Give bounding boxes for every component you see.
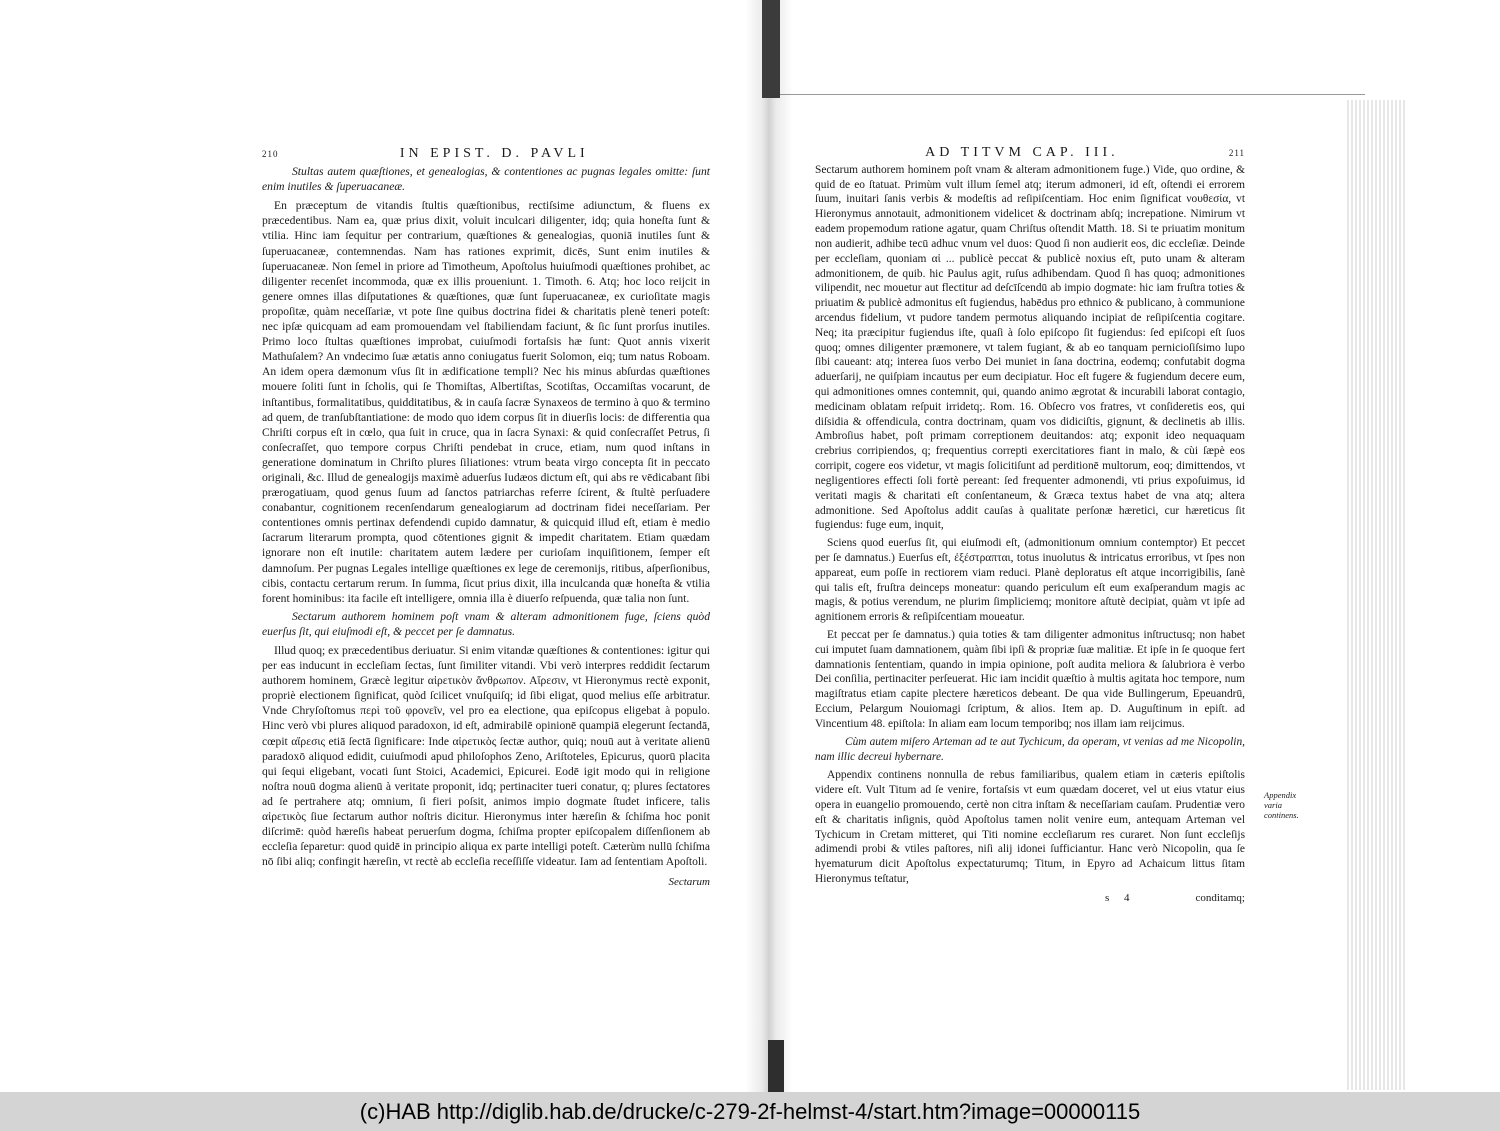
right-running-head	[815, 146, 1245, 161]
right-commentary-1: Sectarum authorem hominem poſt vnam & alteram admonitionem fuge.) Vide, quo ordine, & quid de eo ſtatuat. Primùm vult illum ſemel atq; iterum admoneri, id eſt, oſtendi ei errorem ſuum, inuitari ſanis verbis & modeſtis ad reſipiſcentiam. Hoc enim ſignificat νουθεσία, vt Hieronymus annotauit, admonitionem videlicet & doctrinam abſq; increpatione. Nimirum vt eadem propemodum ratione agatur, quam Chriſtus oſtendit Matth. 18. Si te priuatim monitum non audierit, adhibe tecū adhuc vnum vel duos: Quod ſi non audierit eos, dic eccleſiæ. Deinde per eccleſiam, quoniam αἱ ... publicè peccat & publicè noxius eſt, puto unam & alteram admonitionem, de quib. hic Paulus agit, ruſus adhibendam. Quod ſi has quoq; admonitiones vilipendit, nec mouetur aut flectitur ad deſcīſcendū ab impio dogmate: hic iam fruſtra toties & priuatim & publicè admonitus eſt fugiendus, habēdus pro ethnico & publicano, à communione arcendus fidelium, vt pudore tandem permotus aliquando incipiat de reſipiſcentia cogitare. Neq; ita præcipitur fugiendus iſte, quaſi à ſolo epiſcopo ſit fugiendus: ſed epiſcopi eſt ſuos quoq; omnes diligenter præmonere, vt talem fugiant, & ab eo tanquam pernicioſiſsimo lupo ſibi caueant: atq; interea ſuos verbo Dei muniet in ſana doctrina, eodemq; confutabit dogma aduerſarij, ne quiſpiam incautus per eum decipiatur. Hoc eſt fugere & fugiendum decere eum, qui admonitiones omnes contemnit, qui, quando animo ægrotat & incurabili laborat contagio, medicinam oblatam reſpuit irridetq;. Rom. 16. Obſecro vos fratres, vt conſideretis eos, qui diſsidia & offendicula, contra doctrinam, quam vos didiciſtis, gignunt, & declinetis ab illis. Ambroſius habet, poſt primam correptionem deuitandos: atq; exponit ideo nequaquam crebrius corripiendos, q; frequentius correpti exercitatiores fiant in malo, & cùi ſæpè eos corripit, cogere eos videtur, vt magis ſolicitiſunt ad perditionē multorum, eoq; dimittendos, vt negligentiores effecti ſoli fortè pereant: ſed frequenter admonendi, vti prius expoſuimus, id veritati magis & charitati eſt conſentaneum, & Græca textus habet de vna atq; altera admonitione. Sed Apoſtolus addit cauſas à qualitate perſonæ hæretici, cur hæreticus ſit fugiendus: fuge eum, inquit,	[815, 163, 1245, 532]
left-catchword: Sectarum	[668, 876, 710, 889]
left-running-head	[262, 146, 710, 162]
right-running-title: AD TITVM CAP. III.	[925, 145, 1119, 160]
right-commentary-2: Sciens quod euerſus ſit, qui eiuſmodi eſt, (admonitionum omnium contemptor) Et peccet per ſe damnatus.) Euerſus eſt, ἐξέστραπται, totus inuolutus & intricatus erroribus, vt ſpes non appareat, eum poſſe in rectiorem viam reduci. Planè deploratus eſt atque incorrigibilis, ſanè qui talis eſt, fruſtra deinceps moneatur: quando periculum eſt eum exaſperandum magis ac magis, & potius verendum, ne plurim ſimpliciemq; monitore aſtutè decipiat, quàm vt ipſe ad agnitionem erroris & reſipiſcentiam moueatur.	[815, 537, 1245, 624]
left-page	[262, 146, 710, 891]
right-page	[815, 146, 1245, 906]
gutter-binding-top	[762, 0, 780, 98]
copyright-footer: (c)HAB http://diglib.hab.de/drucke/c-279-2f-helmst-4/start.htm?image=00000115	[0, 1092, 1500, 1131]
signature-mark: s 4	[1104, 891, 1136, 904]
right-page-number: 211	[1228, 148, 1245, 158]
right-commentary-3: Et peccat per ſe damnatus.) quia toties & tam diligenter admonitus inſtructusq; non habet cui imputet ſuam damnationem, quàm ſibi ipſi & propriæ ſuæ malitiæ. Et ipſe in ſe quoque fert damnationis ſententiam, quando in impia opinione, poſt audita meliora & ſalubriora è verbo Dei conſilia, pertinaciter perſeuerat. Hic iam incidit quæſtio à multis agitata hoc tempore, num magiſtratus etiam capite plectere hæreticos debeant. De qua vide Bullingerum, Epeuandrū, Eccium, Pelargum Nouiomagi ſcriptum, & alios. Item ap. D. Auguſtinum in epiſt. ad Vincentium 48. epiſtola: In aliam eam locum temporibq; nos illam iam reijcimus.	[815, 629, 1245, 730]
left-lemma-2: Sectarum authorem hominem poſt vnam & alteram admonitionem fuge, ſciens quòd euerſus ſit, qui eiuſmodi eſt, & peccet per ſe damnatus.	[262, 609, 710, 638]
right-catchword: conditamq;	[1195, 891, 1245, 904]
right-commentary-4: Appendix continens nonnulla de rebus familiaribus, qualem etiam in cæteris epiſtolis videre eſt. Vult Titum ad ſe venire, fortaſsis vt eum quædam doceret, vel ut eius vtatur eius opera in euangelio promouendo, certè non citra inſtam & neceſſariam cauſam. Prudentiæ vero eſt & charitatis inſignis, quòd Apoſtolus tamen nolit venire eum, antequam Arteman vel Tychicum in Cretam mitteret, qui Titi nomine eccleſiarum res curaret. Non ſunt eccleſijs adimendi probi & vtiles paſtores, niſi alij idonei ſufficiantur. Hanc verò Nicopolin, qua ſe hyematurum dicit Apoſtolus expectaturumq; Titum, in Epyro ad Achaicum littus ſitam Hieronymus teſtatur,	[815, 769, 1245, 885]
gutter-binding-bottom	[768, 1040, 784, 1092]
left-commentary-1: En præceptum de vitandis ſtultis quæſtionibus, rectiſsime adiunctum, & fluens ex præcedentibus. Nam ea, quæ prius dixit, voluit inculcari diligenter, idq; quia honeſta ſunt & vtilia. Hinc iam ſequitur per contrarium, quæſtiones & genealogias, quoniā inutiles ſunt & ſuperuacaneæ, contemnendas. Nam has rationes exprimit, dicēs, Sunt enim inutiles & ſuperuacaneæ. Non ſemel in priore ad Timotheum, Apoſtolus huiuſmodi quæſtiones prohibet, ac diligenter recenſet incommoda, quæ ex illis proueniunt. 1. Timoth. 6. Atq; hoc loco reijcit in genere omnes illas diſputationes & quæſtiones, quæ ſunt ſuperuacaneæ, ex curioſitate magis propoſitæ, quàm neceſſariæ, vt pote ſine quibus doctrina fidei & charitatis plenè teneri poteſt: nec ipſæ quicquam ad eam promouendam vel ſtabiliendam faciunt, & ſic ſunt prorſus inutiles. Primo loco ſtultas quæſtiones improbat, cuiuſmodi fortaſsis hæ ſunt: Quot annis vixerit Mathuſalem? An vndecimo ſuæ ætatis anno coniugatus fuerit Solomon, eiq; tum natus Roboam. An idem opera dæmonum vſus ſit in ædificatione templi? Nec his minus abſurdas quæſtiones mouere ſoliti ſunt in ſcholis, qui ſe Thomiſtas, Albertiſtas, Scotiſtas, Occamiſtas vocarunt, de inſtantibus, formalitatibus, quidditatibus, & in cauſa ſacræ Synaxeos de termino à quo & termino ad quem, de tranſubſtantiatione: de modo quo idem corpus ſit in diuerſis locis: de differentia qua Chriſti corpus eſt in cœlo, qua ſuit in cruce, qua in ſacra Synaxi: & quid conſecraſſet Petrus, ſi conſecraſſet, quo tempore corpus Chriſti pendebat in cruce, etiam, num quod inſtans in generatione dominatum in Chriſto plures ſiliationes: vtrum beata virgo concepta ſit in peccato originali, &c. Illud de genealogijs maximè aduerſus Iudæos dictum eſt, qui abs re vēdicabant ſibi prærogatiuam, quod genus ſuum ad ſanctos patriarchas referre ſcirent, & ſtultè perſuadere conabantur, cognitionem recenſendarum genealogiarum ad doctrinam fidei neceſſariam. Per contentiones omnis pertinax defendendi cupido damnatur, & quicquid illud eſt, etiam è medio ſacrarum literarum prompta, quod cōtentiones gignit & impedit charitatem. Etiam quædam ignorare non eſt inutile: charitatem autem lædere per curioſam inquiſitionem, ſemper eſt damnoſum. Per pugnas Legales intellige quæſtiones ex lege de ceremonijs, ritibus, aſperſionibus, cibis, contactu certarum rerum. In ſumma, ſicut prius dixit, illa inculcanda quæ honeſta & vtilia forent hominibus: ita facile eſt intelligere, omnia illa è diuerſo reſpuenda, quæ talia non ſunt.	[262, 199, 710, 605]
left-commentary-2: Illud quoq; ex præcedentibus deriuatur. Si enim vitandæ quæſtiones & contentiones: igitur qui per eas inducunt in eccleſiam ſectas, ſunt ſimiliter vitandi. Vbi verò interpres reddidit ſectarum authorem hominem, Græcè legitur αἱρετικὸν ἄνθρωπον. Αἵρεσιν, vt Hieronymus rectè exponit, propriè electionem ſignificat, quòd ſcilicet vnuſquiſq; id ſibi eligat, quod melius eſſe arbitratur. Vnde Chryſoſtomus περὶ τοῦ φρονεῖν, vel pro ea electione, qua epiſcopus eligebat à populo. Hinc verò vbi plures aliquod paradoxon, id eſt, admirabilē opinionē quampiā elegerunt ſectandā, cœpit αἵρεσις etiā ſectā ſignificare: Inde αἱρετικὸς ſectæ author, quiq; nouū aut à veritate alienū paradoxō aliquod edidit, cuiuſmodi apud philoſophos Zeno, Ariſtoteles, Epicurus, quorū placita qui ſequi eligebant, vocati ſunt Stoici, Academici, Epicurei. Eodē igit modo qui in religione noſtra nouū dogma alienū à veritate proponit, idq; pertinaciter tueri conatur, q; plures ſectatores ad ſe pertrahere atq; omnium, ſi fieri poſsit, animos impio dogmate ſtudet inficere, talis αἱρετικὸς ſiue ſectarum author noſtris dicitur. Hieronymus inter hæreſin & ſchiſma hoc ponit diſcrimē: quòd hæreſis habeat peruerſum dogma, ſchiſma propter epiſcopalem diſſenſionem ab eccleſia ſeparetur: quod quidē in principio aliqua ex parte intelligi poteſt. Cæterùm nullū ſchiſma nō ſibi aliq; confingit hæreſin, vt rectè ab eccleſia receſſiſſe videatur. Iam ad ſententiam Apoſtoli.	[262, 644, 710, 869]
right-lemma: Cùm autem miſero Arteman ad te aut Tychicum, da operam, vt venias ad me Nicopolin, nam illic decreui hybernare.	[815, 735, 1245, 763]
page-top-edge	[780, 94, 1365, 101]
right-footer-line	[815, 891, 1245, 906]
left-page-number: 210	[262, 149, 279, 159]
margin-note: Appendix varia continens.	[1264, 790, 1299, 820]
gutter-shadow	[745, 0, 793, 1092]
left-lemma-1: Stultas autem quæſtiones, et genealogias, & contentiones ac pugnas legales omitte: ſunt enim inutiles & ſuperuacaneæ.	[262, 165, 710, 194]
left-running-title: IN EPIST. D. PAVLI	[399, 146, 589, 161]
fore-edge-pages	[1345, 100, 1405, 1090]
